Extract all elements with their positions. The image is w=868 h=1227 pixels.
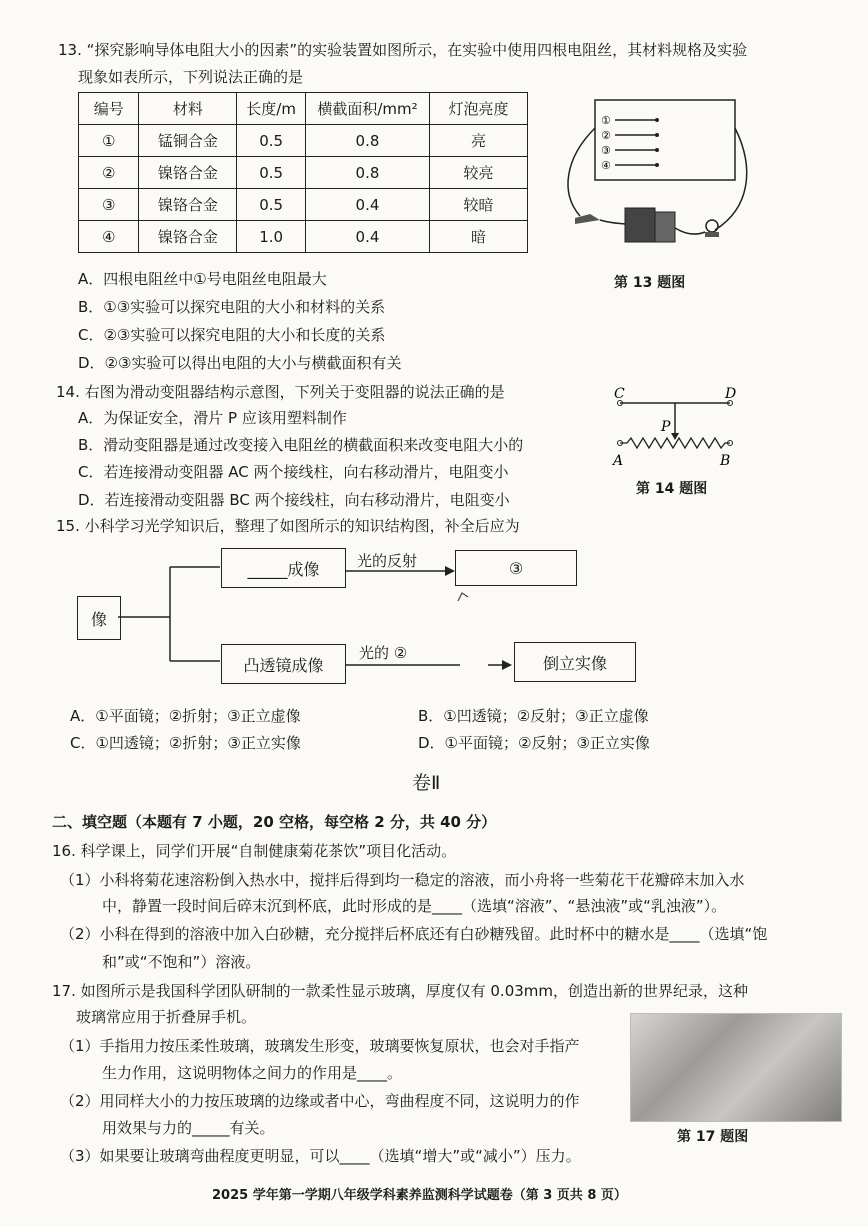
terminal-d-label: D bbox=[725, 386, 737, 402]
table-cell: 0.4 bbox=[305, 221, 429, 253]
table-cell: ④ bbox=[79, 221, 139, 253]
q15-option-c: C．①凹透镜；②折射；③正立实像 bbox=[70, 734, 301, 752]
q14-option-a: A．为保证安全，滑片 P 应该用塑料制作 bbox=[78, 409, 347, 427]
table-row bbox=[79, 157, 528, 189]
table-cell: 镍铬合金 bbox=[139, 189, 237, 221]
table-cell: 较亮 bbox=[430, 157, 528, 189]
battery-icon bbox=[625, 208, 655, 242]
q17-part2-line2: 用效果与力的_____有关。 bbox=[102, 1119, 275, 1137]
table-cell: 暗 bbox=[430, 221, 528, 253]
q15-option-d: D．①平面镜；②反射；③正立实像 bbox=[418, 734, 650, 752]
q13-stem-line2: 现象如表所示，下列说法正确的是 bbox=[78, 68, 304, 86]
q15-option-a: A．①平面镜；②折射；③正立虚像 bbox=[70, 707, 301, 725]
slider-p-label: P bbox=[661, 419, 671, 435]
q13-stem-line1: 13. “探究影响导体电阻大小的因素”的实验装置如图所示，在实验中使用四根电阻丝，其材料规格及实验 bbox=[58, 41, 748, 59]
q13-option-b: B．①③实验可以探究电阻的大小和材料的关系 bbox=[78, 298, 386, 316]
table-row bbox=[79, 189, 528, 221]
q17-stem-line1: 17. 如图所示是我国科学团队研制的一款柔性显示玻璃，厚度仅有 0.03mm，创造出新的世界纪录，这种 bbox=[52, 982, 749, 1000]
q13-option-a: A．四根电阻丝中①号电阻丝电阻最大 bbox=[78, 270, 327, 288]
section-title: 卷Ⅱ bbox=[412, 772, 441, 794]
q14-stem: 14. 右图为滑动变阻器结构示意图，下列关于变阻器的说法正确的是 bbox=[56, 383, 505, 401]
q13-table bbox=[78, 92, 528, 253]
q17-stem-line2: 玻璃常应用于折叠屏手机。 bbox=[76, 1008, 257, 1026]
q16-stem: 16. 科学课上，同学们开展“自制健康菊花茶饮”项目化活动。 bbox=[52, 842, 457, 860]
table-header: 长度/m bbox=[237, 93, 306, 125]
table-cell: ② bbox=[79, 157, 139, 189]
terminal-c-label: C bbox=[614, 386, 625, 402]
terminal-a-label: A bbox=[613, 453, 624, 469]
section-header: 二、填空题（本题有 7 小题，20 空格，每空格 2 分，共 40 分） bbox=[52, 813, 497, 831]
wire-label: ③ bbox=[601, 144, 611, 157]
page-footer: 2025 学年第一学期八年级学科素养监测科学试题卷（第 3 页共 8 页） bbox=[212, 1188, 627, 1203]
q16-part1-line2: 中，静置一段时间后碎末沉到杯底，此时形成的是____（选填“溶液”、“悬浊液”或“乳浊液”）。 bbox=[102, 897, 727, 915]
q16-part2-line1: （2）小科在得到的溶液中加入白砂糖，充分搅拌后杯底还有白砂糖残留。此时杯中的糖水是____（选填“饱 bbox=[60, 925, 768, 943]
table-cell: 0.4 bbox=[305, 189, 429, 221]
q13-option-c: C．②③实验可以探究电阻的大小和长度的关系 bbox=[78, 326, 386, 344]
q15-root-box: 像 bbox=[77, 596, 121, 640]
q15-arrow-top-label: 光的反射 bbox=[357, 552, 418, 570]
wire-label: ② bbox=[601, 129, 611, 142]
q13-option-d: D．②③实验可以得出电阻的大小与横截面积有关 bbox=[78, 354, 402, 372]
table-cell: 锰铜合金 bbox=[139, 125, 237, 157]
q17-part1-line1: （1）手指用力按压柔性玻璃，玻璃发生形变，玻璃要恢复原状，也会对手指产 bbox=[60, 1037, 580, 1055]
q14-option-c: C．若连接滑动变阻器 AC 两个接线柱，向右移动滑片，电阻变小 bbox=[78, 463, 509, 481]
table-cell: 0.5 bbox=[237, 157, 306, 189]
table-cell: ① bbox=[79, 125, 139, 157]
bulb-icon bbox=[706, 220, 718, 232]
q14-rheostat-figure bbox=[605, 383, 745, 469]
q15-box-top-left: _____成像 bbox=[221, 548, 346, 588]
q14-option-b: B．滑动变阻器是通过改变接入电阻丝的横截面积来改变电阻大小的 bbox=[78, 436, 524, 454]
table-cell: 较暗 bbox=[430, 189, 528, 221]
table-cell: 0.8 bbox=[305, 157, 429, 189]
wire-label: ④ bbox=[601, 159, 611, 172]
q17-part1-line2: 生力作用，这说明物体之间力的作用是____。 bbox=[102, 1064, 403, 1082]
table-row bbox=[79, 125, 528, 157]
table-header: 横截面积/mm² bbox=[305, 93, 429, 125]
table-header: 编号 bbox=[79, 93, 139, 125]
q14-option-d: D．若连接滑动变阻器 BC 两个接线柱，向右移动滑片，电阻变小 bbox=[78, 491, 510, 509]
table-cell: ③ bbox=[79, 189, 139, 221]
q15-arrow-bottom-label: 光的 ② bbox=[359, 644, 408, 662]
q15-box-bottom-right: 倒立实像 bbox=[514, 642, 636, 682]
q14-caption: 第 14 题图 bbox=[636, 481, 708, 497]
q17-caption: 第 17 题图 bbox=[677, 1129, 749, 1145]
handwritten-mark bbox=[458, 593, 468, 601]
q15-stem: 15. 小科学习光学知识后，整理了如图所示的知识结构图，补全后应为 bbox=[56, 517, 520, 535]
table-header-row bbox=[79, 93, 528, 125]
table-cell: 0.5 bbox=[237, 125, 306, 157]
q15-box-bottom-left: 凸透镜成像 bbox=[221, 644, 346, 684]
table-cell: 0.8 bbox=[305, 125, 429, 157]
table-cell: 0.5 bbox=[237, 189, 306, 221]
table-cell: 镍铬合金 bbox=[139, 157, 237, 189]
q15-option-b: B．①凹透镜；②反射；③正立虚像 bbox=[418, 707, 649, 725]
q13-caption: 第 13 题图 bbox=[614, 275, 686, 291]
table-cell: 1.0 bbox=[237, 221, 306, 253]
q15-box-top-right: ③ bbox=[455, 550, 577, 586]
q13-circuit-figure bbox=[555, 98, 755, 258]
terminal-b-label: B bbox=[720, 453, 731, 469]
flexible-glass-photo bbox=[630, 1013, 842, 1122]
table-row bbox=[79, 221, 528, 253]
wire-label: ① bbox=[601, 114, 611, 127]
q17-part3: （3）如果要让玻璃弯曲程度更明显，可以____（选填“增大”或“减小”）压力。 bbox=[60, 1147, 581, 1165]
table-header: 灯泡亮度 bbox=[430, 93, 528, 125]
table-header: 材料 bbox=[139, 93, 237, 125]
q16-part2-line2: 和”或“不饱和”）溶液。 bbox=[102, 953, 261, 971]
table-cell: 亮 bbox=[430, 125, 528, 157]
q17-part2-line1: （2）用同样大小的力按压玻璃的边缘或者中心，弯曲程度不同，这说明力的作 bbox=[60, 1092, 580, 1110]
table-cell: 镍铬合金 bbox=[139, 221, 237, 253]
q16-part1-line1: （1）小科将菊花速溶粉倒入热水中，搅拌后得到均一稳定的溶液，而小舟将一些菊花干花瓣碎末加入水 bbox=[60, 871, 745, 889]
